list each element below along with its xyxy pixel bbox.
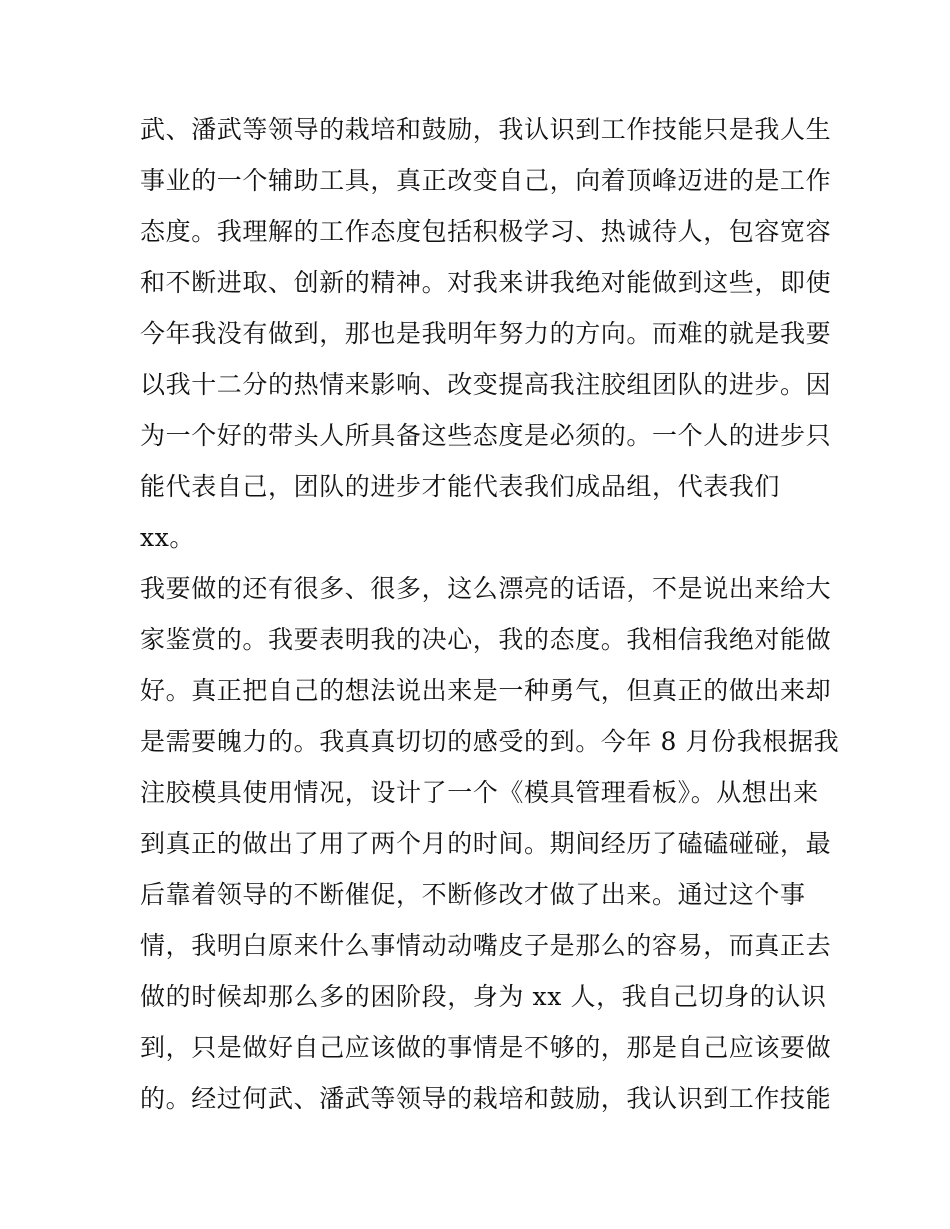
text-line: 能代表自己，团队的进步才能代表我们成品组，代表我们	[140, 472, 781, 501]
text-line: 我要做的还有很多、很多，这么漂亮的话语，不是说出来给大	[140, 574, 832, 603]
text-line: 武、潘武等领导的栽培和鼓励，我认识到工作技能只是我人生	[140, 115, 832, 144]
text-line: 是需要魄力的。我真真切切的感受的到。今年 8 月份我根据我	[140, 727, 840, 756]
text-line: 以我十二分的热情来影响、改变提高我注胶组团队的进步。因	[140, 370, 832, 399]
text-line: 家鉴赏的。我要表明我的决心，我的态度。我相信我绝对能做	[140, 625, 832, 654]
text-line: xx。	[140, 523, 195, 552]
text-line: 情，我明白原来什么事情动动嘴皮子是那么的容易，而真正去	[140, 931, 832, 960]
text-line: 为一个好的带头人所具备这些态度是必须的。一个人的进步只	[140, 421, 832, 450]
text-line: 做的时候却那么多的困阶段，身为 xx 人，我自己切身的认识	[140, 982, 827, 1011]
text-line: 好。真正把自己的想法说出来是一种勇气，但真正的做出来却	[140, 676, 832, 705]
text-line: 到，只是做好自己应该做的事情是不够的，那是自己应该要做	[140, 1033, 832, 1062]
text-line: 事业的一个辅助工具，真正改变自己，向着顶峰迈进的是工作	[140, 166, 832, 195]
text-line: 注胶模具使用情况，设计了一个《模具管理看板》。从想出来	[140, 778, 819, 807]
text-line: 的。经过何武、潘武等领导的栽培和鼓励，我认识到工作技能	[140, 1084, 832, 1113]
text-line: 到真正的做出了用了两个月的时间。期间经历了磕磕碰碰，最	[140, 829, 832, 858]
text-line: 态度。我理解的工作态度包括积极学习、热诚待人，包容宽容	[140, 217, 832, 246]
text-line: 和不断进取、创新的精神。对我来讲我绝对能做到这些，即使	[140, 268, 832, 297]
text-line: 后靠着领导的不断催促，不断修改才做了出来。通过这个事	[140, 880, 806, 909]
text-line: 今年我没有做到，那也是我明年努力的方向。而难的就是我要	[140, 319, 832, 348]
body-text	[140, 104, 840, 1124]
